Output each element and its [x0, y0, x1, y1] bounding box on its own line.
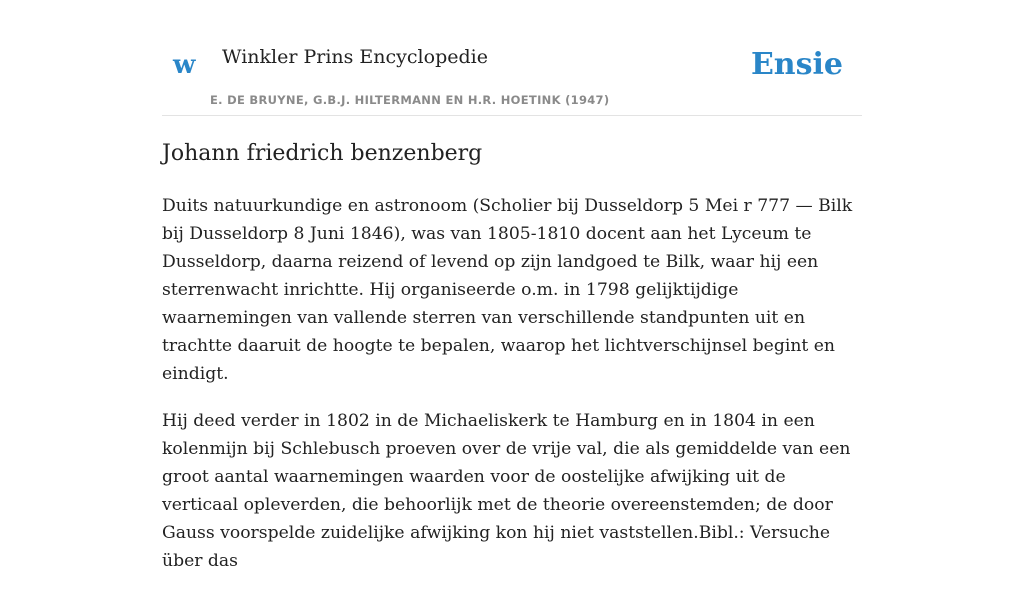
publication-header: [162, 0, 862, 116]
article-paragraph: Hij deed verder in 1802 in de Michaeliskerk te Hamburg en in 1804 in een kolenmijn bij Schlebusch proeven over de vrije val, die als gemiddelde van een groot aantal waarnemingen waarden voor de oostelijke afwijking uit de verticaal opleverden, die behoorlijk met de theorie overeenstemden; de door Gauss voorspelde zuidelijke afwijking kon hij niet vaststellen.Bibl.: Versuche über das: [162, 411, 851, 571]
article-paragraph: Duits natuurkundige en astronoom (Scholier bij Dusseldorp 5 Mei r 777 — Bilk bij Dusseldorp 8 Juni 1846), was van 1805-1810 docent aan het Lyceum te Dusseldorp, daarna reizend of levend op zijn landgoed te Bilk, waar hij een sterrenwacht inrichtte. Hij organiseerde o.m. in 1798 gelijktijdige waarnemingen van vallende sterren van verschillende standpunten uit en trachtte daaruit de hoogte te bepalen, waarop het lichtverschijnsel begint en eindigt.: [162, 196, 853, 384]
article-body: [162, 192, 862, 594]
publication-authors: E. DE BRUYNE, G.B.J. HILTERMANN EN H.R. HOETINK (1947): [210, 93, 610, 107]
winkler-prins-logo-icon[interactable]: w: [173, 50, 196, 80]
ensie-logo-link[interactable]: Ensie: [750, 47, 843, 82]
page-container: [162, 0, 862, 571]
publication-title[interactable]: Winkler Prins Encyclopedie: [222, 46, 488, 68]
article-title: Johann friedrich benzenberg: [162, 141, 483, 166]
